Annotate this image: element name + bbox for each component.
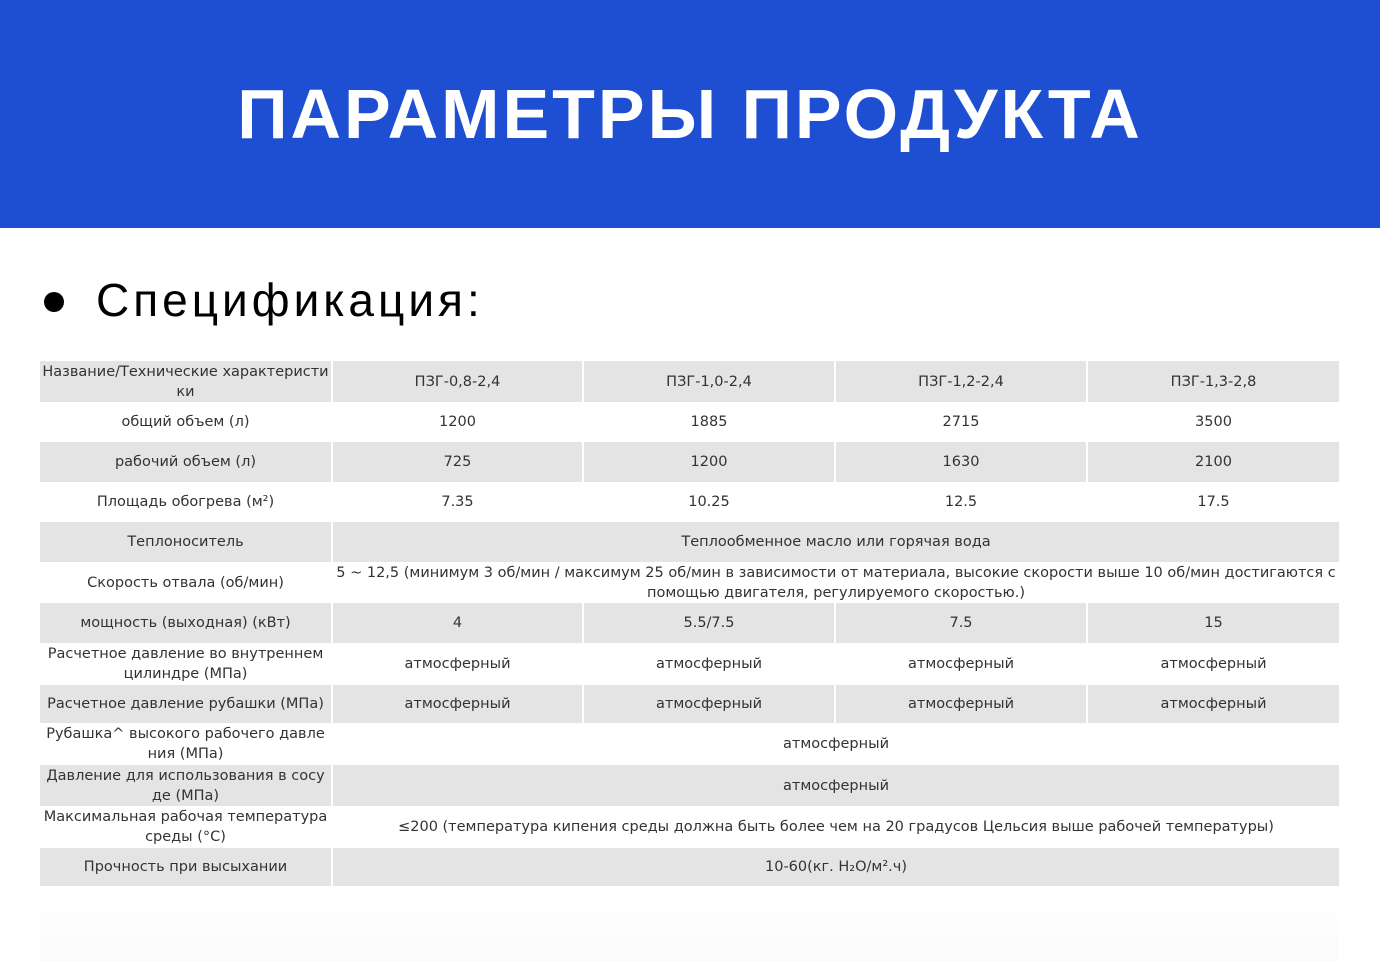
row-label: общий объем (л) — [40, 402, 332, 442]
row-label: Площадь обогрева (м²) — [40, 482, 332, 522]
row-label: Расчетное давление во внутреннем цилиндре (МПа) — [40, 643, 332, 685]
value-cell: атмосферный — [1087, 643, 1339, 685]
value-cell: 7.35 — [332, 482, 583, 522]
table-row — [40, 562, 1339, 603]
header-label-cell: Название/Технические характеристики — [40, 361, 332, 402]
value-cell: 17.5 — [1087, 482, 1339, 522]
model-cell: ПЗГ-0,8-2,4 — [332, 361, 583, 402]
table-row — [40, 765, 1339, 806]
value-cell: 10.25 — [583, 482, 835, 522]
row-label: Рубашка^ высокого рабочего давления (МПа) — [40, 723, 332, 765]
value-cell: 2715 — [835, 402, 1087, 442]
row-label: рабочий объем (л) — [40, 442, 332, 482]
value-cell: 1885 — [583, 402, 835, 442]
table-row — [40, 848, 1339, 886]
row-label: Прочность при высыхании — [40, 848, 332, 886]
row-label: Максимальная рабочая температура среды (°С) — [40, 806, 332, 848]
value-cell: 725 — [332, 442, 583, 482]
value-cell: атмосферный — [1087, 685, 1339, 723]
bottom-area — [40, 890, 1339, 962]
table-row — [40, 402, 1339, 442]
value-cell: атмосферный — [835, 685, 1087, 723]
section-title: Спецификация: — [96, 274, 484, 326]
header-banner — [0, 0, 1380, 228]
value-cell: 7.5 — [835, 603, 1087, 643]
span-value-cell: Теплообменное масло или горячая вода — [332, 522, 1339, 562]
spec-table — [40, 361, 1339, 886]
value-cell: атмосферный — [332, 685, 583, 723]
value-cell: атмосферный — [835, 643, 1087, 685]
value-cell: 2100 — [1087, 442, 1339, 482]
value-cell: 5.5/7.5 — [583, 603, 835, 643]
value-cell: 1200 — [583, 442, 835, 482]
table-row — [40, 723, 1339, 765]
model-cell: ПЗГ-1,3-2,8 — [1087, 361, 1339, 402]
table-row — [40, 522, 1339, 562]
table-header-row — [40, 361, 1339, 402]
value-cell: 3500 — [1087, 402, 1339, 442]
value-cell: 12.5 — [835, 482, 1087, 522]
section-heading — [44, 270, 484, 330]
value-cell: 4 — [332, 603, 583, 643]
span-value-cell: 5 ~ 12,5 (минимум 3 об/мин / максимум 25 об/мин в зависимости от материала, высокие скорости выше 10 об/мин достигаются с помощью двигателя, регулируемого скоростью.) — [332, 562, 1339, 603]
row-label: Расчетное давление рубашки (МПа) — [40, 685, 332, 723]
table-row — [40, 643, 1339, 685]
row-label: Теплоноситель — [40, 522, 332, 562]
span-value-cell: атмосферный — [332, 765, 1339, 806]
value-cell: 1200 — [332, 402, 583, 442]
page-title: ПАРАМЕТРЫ ПРОДУКТА — [237, 75, 1143, 153]
value-cell: 15 — [1087, 603, 1339, 643]
table-row — [40, 442, 1339, 482]
span-value-cell: ≤200 (температура кипения среды должна быть более чем на 20 градусов Цельсия выше рабочей температуры) — [332, 806, 1339, 848]
value-cell: атмосферный — [583, 685, 835, 723]
value-cell: атмосферный — [583, 643, 835, 685]
table-row — [40, 685, 1339, 723]
value-cell: 1630 — [835, 442, 1087, 482]
row-label: Скорость отвала (об/мин) — [40, 562, 332, 603]
table-row — [40, 482, 1339, 522]
row-label: Давление для использования в сосуде (МПа) — [40, 765, 332, 806]
value-cell: атмосферный — [332, 643, 583, 685]
bullet-icon — [44, 292, 64, 312]
span-value-cell: атмосферный — [332, 723, 1339, 765]
model-cell: ПЗГ-1,0-2,4 — [583, 361, 835, 402]
span-value-cell: 10-60(кг. H₂O/м².ч) — [332, 848, 1339, 886]
table-row — [40, 603, 1339, 643]
model-cell: ПЗГ-1,2-2,4 — [835, 361, 1087, 402]
row-label: мощность (выходная) (кВт) — [40, 603, 332, 643]
table-row — [40, 806, 1339, 848]
